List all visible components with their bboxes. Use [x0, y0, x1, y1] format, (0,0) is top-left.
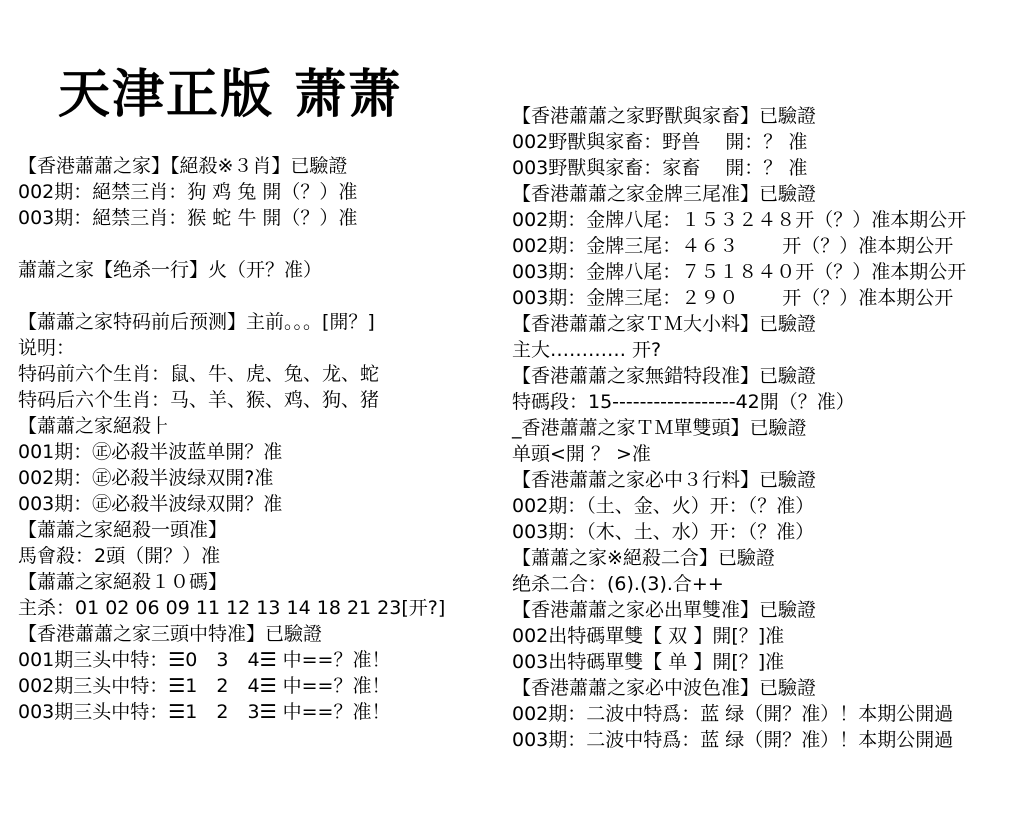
right-line: 【香港蕭蕭之家ＴＭ大小料】已驗證 — [512, 313, 817, 335]
right-line: 002期：（土、金、火）开：（？准） — [512, 495, 815, 517]
left-line: 003期：絕禁三肖：猴 蛇 牛 開（？）准 — [18, 207, 358, 229]
right-line: 003期：二波中特爲：蓝 绿（開？准）！本期公開過 — [512, 729, 954, 751]
right-line: _香港蕭蕭之家ＴＭ單雙頭】已驗證 — [512, 417, 807, 439]
left-line: 002期：㊣必殺半波绿双開?准 — [18, 467, 274, 489]
page-title: 天津正版 萧萧 — [58, 64, 403, 125]
left-line: 001期：㊣必殺半波蓝单開？准 — [18, 441, 283, 463]
left-line: 001期三头中特：☰0 3 4☰ 中==？准！ — [18, 649, 391, 671]
left-line: 馬會殺：2頭（開？）准 — [18, 545, 221, 567]
left-line: 【香港蕭蕭之家】【絕殺※３肖】已驗證 — [18, 155, 348, 177]
right-line: 002期：金牌八尾：１５３２４８开（？）准本期公开 — [512, 209, 967, 231]
right-line: 002出特碼單雙【 双 】開[？]准 — [512, 625, 785, 647]
right-line: 【香港蕭蕭之家必中３行料】已驗證 — [512, 469, 817, 491]
right-line: 【蕭蕭之家※絕殺二合】已驗證 — [512, 547, 775, 569]
right-line: 002野獸與家畜：野兽 開：？ 准 — [512, 131, 808, 153]
right-line: 主大………… 开? — [512, 339, 662, 361]
left-line: 特码前六个生肖：鼠、牛、虎、兔、龙、蛇 — [18, 363, 380, 385]
right-line: 【香港蕭蕭之家必中波色准】已驗證 — [512, 677, 817, 699]
right-line: 003期：金牌三尾：２９０ 开（？）准本期公开 — [512, 287, 954, 309]
right-line: 【香港蕭蕭之家野獸與家畜】已驗證 — [512, 105, 817, 127]
left-line: 【蕭蕭之家特码前后预测】主前。。。[開？] — [18, 311, 375, 333]
left-line: 【香港蕭蕭之家三頭中特准】已驗證 — [18, 623, 323, 645]
right-line: 003野獸與家畜：家畜 開：？ 准 — [512, 157, 808, 179]
left-line: 蕭蕭之家【绝杀一行】火（开？准） — [18, 259, 323, 281]
left-line: 【蕭蕭之家絕殺１０碼】 — [18, 571, 228, 593]
left-line: 002期三头中特：☰1 2 4☰ 中==？准！ — [18, 675, 391, 697]
left-line: 说明： — [18, 337, 76, 359]
left-line: 002期：絕禁三肖：狗 鸡 兔 開（？）准 — [18, 181, 358, 203]
right-line: 003期：（木、土、水）开：（？准） — [512, 521, 815, 543]
right-line: 002期：二波中特爲：蓝 绿（開？准）！本期公開過 — [512, 703, 954, 725]
right-line: 绝杀二合：(6).(3).合++ — [512, 573, 724, 595]
right-line: 【香港蕭蕭之家必出單雙准】已驗證 — [512, 599, 817, 621]
left-line: 【蕭蕭之家絕殺一頭准】 — [18, 519, 228, 541]
right-line: 002期：金牌三尾：４６３ 开（？）准本期公开 — [512, 235, 954, 257]
right-line: 003期：金牌八尾：７５１８４０开（？）准本期公开 — [512, 261, 967, 283]
left-line: 003期：㊣必殺半波绿双開？准 — [18, 493, 283, 515]
left-line: 特码后六个生肖：马、羊、猴、鸡、狗、猪 — [18, 389, 380, 411]
right-line: 【香港蕭蕭之家金牌三尾准】已驗證 — [512, 183, 817, 205]
left-line: 主杀：01 02 06 09 11 12 13 14 18 21 23[开?] — [18, 597, 446, 619]
left-line: 003期三头中特：☰1 2 3☰ 中==？准！ — [18, 701, 391, 723]
left-line: 【蕭蕭之家絕殺⺊ — [18, 415, 171, 437]
right-line: 003出特碼單雙【 单 】開[？]准 — [512, 651, 785, 673]
right-line: 单頭<開 ？ >准 — [512, 443, 651, 465]
right-line: 【香港蕭蕭之家無錯特段准】已驗證 — [512, 365, 817, 387]
right-line: 特碼段：15------------------42開（？准） — [512, 391, 855, 413]
